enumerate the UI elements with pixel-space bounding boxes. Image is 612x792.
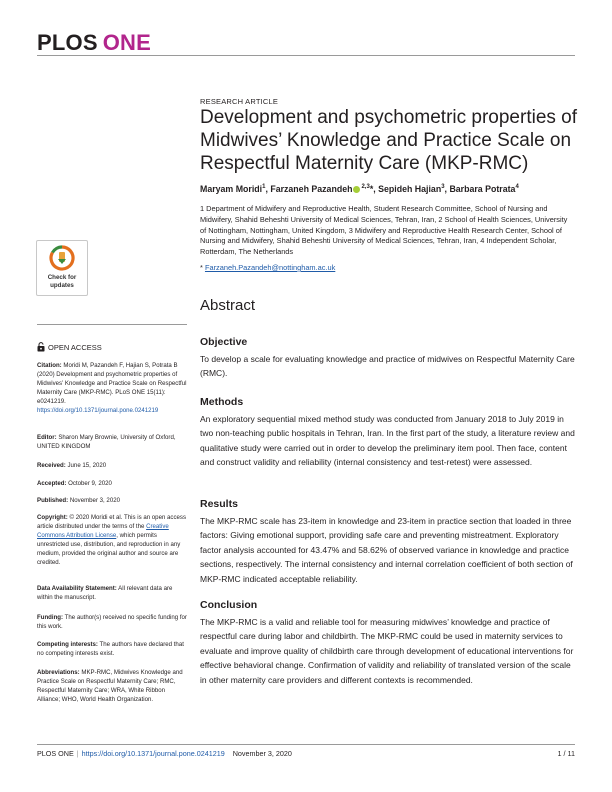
corresponding-marker: *	[369, 184, 374, 194]
footer-journal: PLOS ONE	[37, 749, 74, 758]
article-title: Development and psychometric properties of Midwives’ Knowledge and Practice Scale on Respectful Maternity Care (MKP-RMC)	[200, 107, 578, 174]
check-updates-icon	[49, 245, 75, 271]
email-marker: *	[200, 263, 203, 272]
results-heading: Results	[200, 498, 238, 510]
citation-text: Moridi M, Pazandeh F, Hajian S, Potrata B (2020) Development and psychometric properties of Midwives’ Knowledge and Practice Scale on Respectful Maternity Care (MKP-RMC). PLoS ONE 15(11): e0241219.	[37, 362, 187, 405]
published-date: November 3, 2020	[69, 497, 120, 504]
author-affiliation-marker: 1	[262, 184, 266, 191]
author-affiliation-marker: 3	[441, 184, 445, 191]
sidebar-divider	[37, 324, 187, 325]
author-list: Maryam Moridi$^1$, Farzaneh Pazandeh $^{2,3}$*, Sepideh Hajian$^3$, Barbara Potrata$^4$	[200, 184, 519, 194]
editor-label: Editor:	[37, 434, 57, 441]
competing-interests-label: Competing interests:	[37, 641, 98, 648]
objective-text: To develop a scale for evaluating knowledge and practice of midwives on Respectful Maternity Care (RMC).	[200, 354, 575, 379]
methods-text: An exploratory sequential mixed method study was conducted from January 2018 to July 2019 in two non-teaching public hospitals in Tehran, Iran. In the first part of the study, a literature review and qualitative study were carried out in order to develop the preliminary item pool. Then face, content and construct validity and reliability (internal consistency and test-retest) were assessed.	[200, 414, 575, 468]
copyright-text: © 2020 Moridi et al. This is an open access article distributed under the terms of the	[37, 514, 187, 530]
editor-text: Sharon Mary Brownie, University of Oxford, UNITED KINGDOM	[37, 434, 176, 450]
author-name[interactable]: Farzaneh Pazandeh	[270, 184, 353, 194]
footer-doi-link[interactable]: https://doi.org/10.1371/journal.pone.0241219	[81, 749, 225, 758]
header-divider	[37, 55, 575, 56]
abbreviations-text: MKP-RMC, Midwives Knowledge and Practice Scale on Respectful Maternity Care; RMC, Respectful Maternity Care; WRA, White Ribbon Alliance; WHO, World Health Organization.	[37, 669, 183, 703]
author-name[interactable]: Barbara Potrata	[449, 184, 516, 194]
badge-line1: Check for	[47, 274, 77, 281]
copyright-block	[37, 513, 187, 567]
page-number: 1 / 11	[557, 749, 575, 758]
author-name[interactable]: Maryam Moridi	[200, 184, 263, 194]
citation-label: Citation:	[37, 362, 62, 369]
data-availability-text: All relevant data are within the manuscript.	[37, 585, 173, 601]
published-label: Published:	[37, 497, 69, 504]
accepted-block	[37, 479, 187, 488]
open-access-label	[37, 342, 102, 352]
check-for-updates-badge[interactable]	[36, 240, 88, 296]
author-affiliation-marker: 4	[515, 184, 519, 191]
abbreviations-block	[37, 668, 187, 704]
results-text: The MKP-RMC scale has 23-item in knowledge and 23-item in practice section that loaded in three factors: Giving emotional support, providing safe care and preventing mistreatment. Exploratory factor analysis accounted for 43.47% and 58.62% of observed variance in knowledge and practice sections, respectively. The internal consistency and internal correlation coefficient of both section of MKP-RMC indicated acceptable reliability.	[200, 516, 573, 584]
copyright-label: Copyright:	[37, 514, 68, 521]
footer-divider	[37, 744, 575, 745]
funding-block	[37, 613, 187, 631]
abstract-heading: Abstract	[200, 297, 256, 314]
author-affiliation-marker: 2,3	[361, 184, 370, 191]
article-type: RESEARCH ARTICLE	[200, 97, 279, 106]
data-availability-block	[37, 584, 187, 602]
competing-interests-block	[37, 640, 187, 658]
corresponding-email	[200, 263, 335, 272]
funding-label: Funding:	[37, 614, 64, 621]
received-label: Received:	[37, 462, 66, 469]
objective-heading: Objective	[200, 336, 248, 348]
open-lock-icon	[37, 342, 45, 352]
editor-block	[37, 433, 187, 451]
conclusion-heading: Conclusion	[200, 599, 258, 611]
logo-one: ONE	[102, 30, 151, 55]
citation-doi-link[interactable]: https://doi.org/10.1371/journal.pone.0241219	[37, 407, 159, 414]
email-link[interactable]: Farzaneh.Pazandeh@nottingham.ac.uk	[204, 263, 336, 272]
received-block	[37, 461, 187, 470]
affiliations: 1 Department of Midwifery and Reproductive Health, Student Research Committee, School of Nursing and Midwifery, Shahid Beheshti University of Medical Sciences, Tehran, Iran, 2 School of Health Sciences, University of Nottingham, Nottingham, United Kingdom, 3 Midwifery and Reproductive Health Research Center, School of Nursing and Midwifery, Shahid Beheshti University of Medical Sciences, Tehran, Iran, 4 Independent Scholar, Rotterdam, The Netherlands	[200, 204, 568, 257]
published-block	[37, 496, 187, 505]
author-name[interactable]: Sepideh Hajian	[378, 184, 442, 194]
accepted-date: October 9, 2020	[68, 480, 112, 487]
open-access-text: OPEN ACCESS	[48, 343, 102, 352]
data-availability-label: Data Availability Statement:	[37, 585, 117, 592]
accepted-label: Accepted:	[37, 480, 67, 487]
methods-heading: Methods	[200, 396, 244, 408]
citation-block	[37, 361, 187, 415]
orcid-icon[interactable]	[353, 186, 360, 193]
badge-line2: updates	[50, 282, 74, 289]
received-date: June 15, 2020	[67, 462, 107, 469]
competing-interests-text: The authors have declared that no competing interests exist.	[37, 641, 184, 657]
journal-logo	[37, 30, 151, 56]
abbreviations-label: Abbreviations:	[37, 669, 80, 676]
footer: PLOS ONE | https://doi.org/10.1371/journal.pone.0241219 November 3, 2020	[37, 749, 292, 758]
copyright-text-2: , which permits unrestricted use, distribution, and reproduction in any medium, provided the original author and source are credited.	[37, 532, 181, 566]
conclusion-text: The MKP-RMC is a valid and reliable tool for measuring midwives’ knowledge and practice of respectful care during labor and childbirth. The MKP-RMC could be used in maternity services to evaluate and improve quality of childbirth care through development of educational interventions for effective behavioral change. Confirmation of validity and reliability of translated version of the scale in other maternity care providers and different contexts is recommended.	[200, 617, 574, 685]
footer-date: November 3, 2020	[232, 749, 292, 758]
license-link[interactable]: Creative Commons Attribution License	[37, 523, 169, 539]
logo-plos: PLOS	[37, 30, 98, 55]
funding-text: The author(s) received no specific funding for this work.	[37, 614, 187, 630]
